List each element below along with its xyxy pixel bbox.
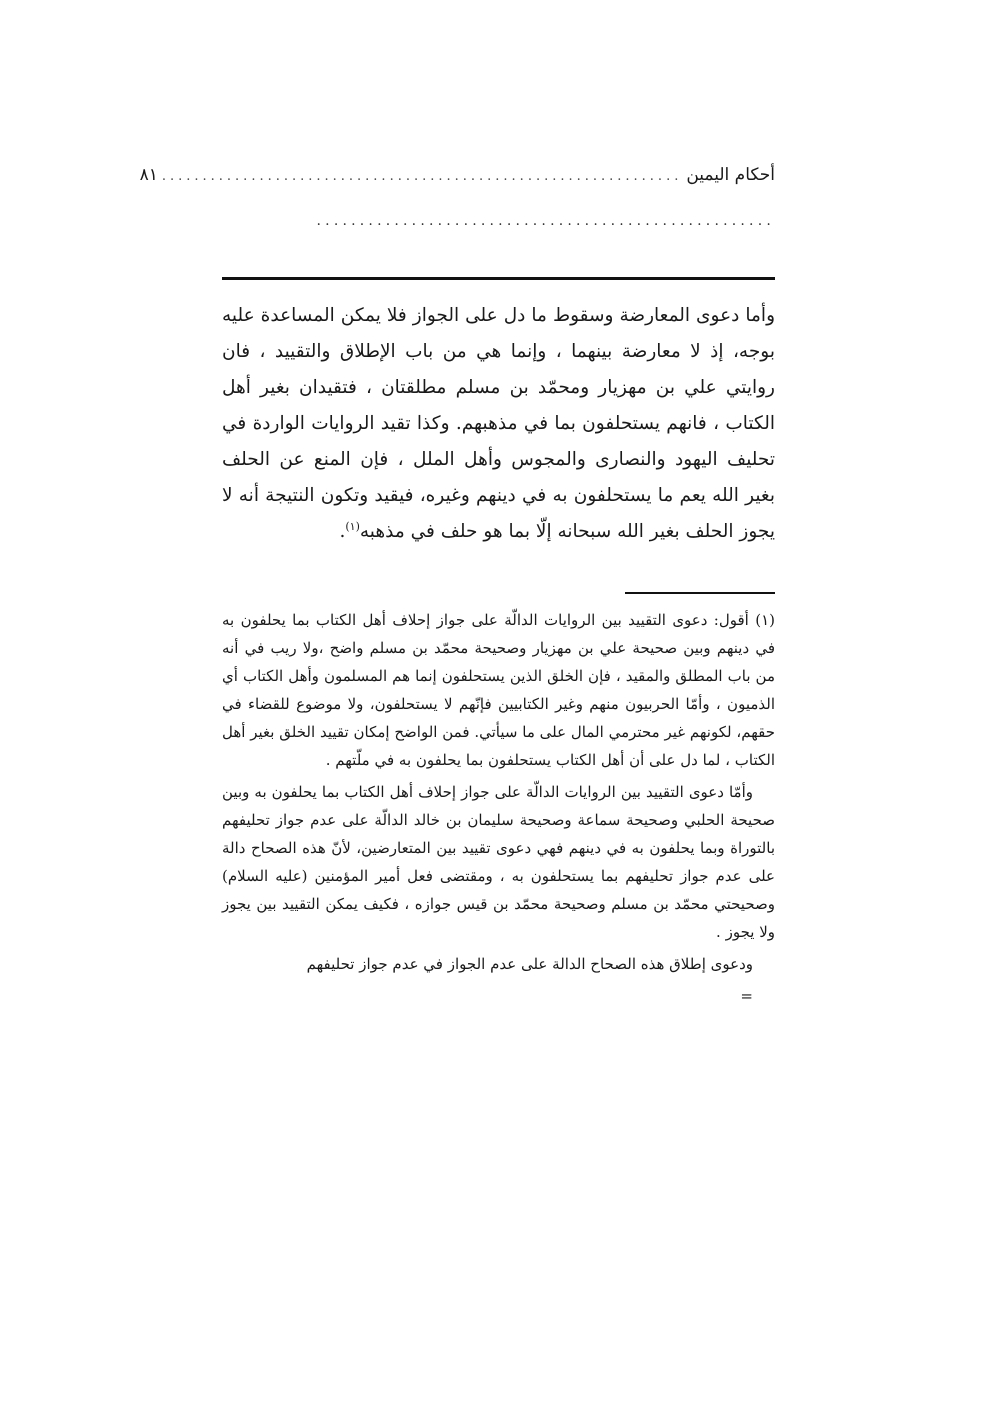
paragraph-text: وأما دعوى المعارضة وسقوط ما دل على الجواز فلا يمكن المساعدة عليه بوجه، إذ لا معارضة بينهما ، وإنما هي من باب الإطلاق والتقييد ، فان روايتي علي بن مهزيار ومحمّد بن مسلم مطلقتان ، فتقيدان بغير أهل الكتاب ، فانهم يستحلفون بما في مذهبهم. وكذا تقيد الروايات الواردة في تحليف اليهود والنصارى والمجوس وأهل الملل ، فإن المنع عن الحلف بغير الله يعم ما يستحلفون به في دينهم وغيره، فيقيد وتكون النتيجة أنه لا يجوز الحلف بغير الله سبحانه إلّا بما هو حلف في مذهبه	[222, 305, 775, 542]
header-title: أحكام اليمين	[686, 165, 775, 185]
body-text	[222, 298, 775, 550]
running-header	[139, 165, 775, 201]
footnote-paragraph-2: وأمّا دعوى التقييد بين الروايات الدالّة على جواز إحلاف أهل الكتاب بما يحلفون به وبين صحيحة الحلبي وصحيحة سماعة وصحيحة سليمان بن خالد الدالّة على عدم جواز تحليفهم بالتوراة وبما يحلفون به في دينهم فهي دعوى تقييد بين المتعارضين، لأنّ هذه الصحاح دالة على عدم جواز تحليفهم بما يستحلفون به ، ومقتضى فعل أمير المؤمنين (عليه السلام) وصحيحتي محمّد بن مسلم وصحيحة محمّد بن قيس جوازه ، فكيف يمكن التقييد بين يجوز ولا يجوز .	[222, 783, 775, 941]
footnote-rule	[625, 592, 775, 594]
footnotes	[222, 606, 775, 1010]
body-paragraph	[222, 298, 775, 550]
footnote-1: (١) أقول: دعوى التقييد بين الروايات الدالّة على جواز إحلاف أهل الكتاب بما يحلفون به في دينهم وبين صحيحة علي بن مهزيار وصحيحة محمّد بن مسلم واضح ،ولا ريب في أنه من باب المطلق والمقيد ، فإن الخلق الذين يستحلفون إنما هم المسلمون وأهل الكتاب أي الذميون ، وأمّا الحربيون منهم وغير الكتابيين فإنّهم لا يستحلفون، ولا موضوع للقضاء في حقهم، لكونهم غير محترمي المال على ما سيأتي. فمن الواضح إمكان تقييد الخلق بغير أهل الكتاب ، لما دل على أن أهل الكتاب يستحلفون بما يحلفون به في ملّتهم .	[222, 611, 775, 769]
footnote-separator	[222, 592, 775, 594]
dotted-separator: .....................................................	[316, 213, 775, 229]
footnote-reference[interactable]: (١)	[345, 519, 360, 533]
footnote-paragraph-3: ودعوى إطلاق هذه الصحاح الدالة على عدم الجواز في عدم جواز تحليفهم	[306, 955, 753, 973]
continuation-mark: =	[740, 987, 753, 1005]
header-rule	[222, 277, 775, 280]
page	[139, 165, 775, 1010]
header-leader-dots: ................................................................	[161, 169, 683, 184]
page-number: ٨١	[139, 165, 158, 185]
paragraph-end: .	[339, 521, 346, 542]
